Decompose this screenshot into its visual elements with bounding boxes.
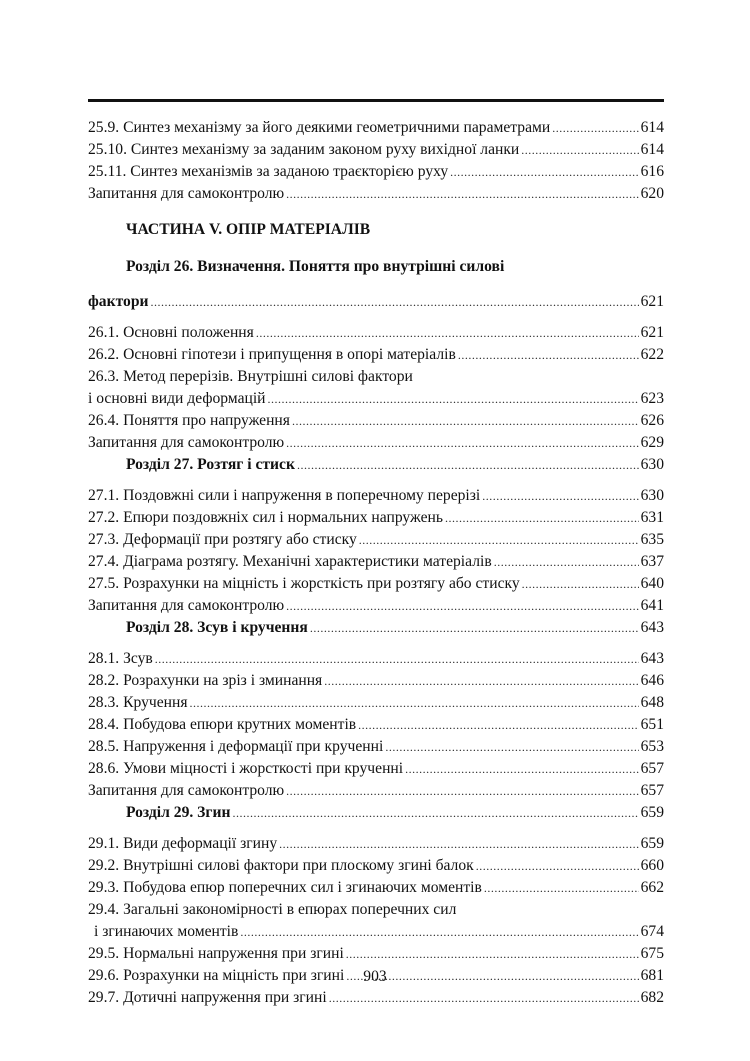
toc-entry-page: 635 (640, 531, 664, 548)
toc-entry-page: 681 (640, 967, 664, 984)
leader-dots (286, 595, 638, 617)
toc-entry[interactable] (88, 855, 664, 877)
toc-entry-title: 28.4. Побудова епюри крутних моментів (88, 716, 357, 733)
toc-entry-page: 643 (640, 650, 664, 667)
section-heading-text: Розділ 29. Згин (126, 804, 231, 821)
leader-dots (292, 410, 639, 432)
toc-entry-title: 28.5. Напруження і деформації при крученні (88, 738, 384, 755)
toc-entry[interactable] (88, 670, 664, 692)
toc-entry[interactable] (88, 507, 664, 529)
toc-entry-title: 25.9. Синтез механізму за його деякими геометричними параметрами (88, 119, 551, 136)
toc-entry[interactable] (88, 595, 664, 617)
leader-dots (405, 758, 639, 780)
toc-entry-title: 29.3. Побудова епюр поперечних сил і згинаючих моментів (88, 879, 482, 896)
section-heading-29[interactable] (88, 802, 664, 824)
toc-entry-page: 674 (640, 923, 664, 940)
leader-dots (190, 692, 639, 714)
toc-entry-title: 28.1. Зсув (88, 650, 153, 667)
toc-entry[interactable] (88, 921, 664, 943)
toc-entry-title: 29.1. Види деформації згину (88, 835, 278, 852)
section-page: 643 (640, 619, 664, 636)
leader-dots (358, 714, 638, 736)
section-heading-text: Розділ 28. Зсув і кручення (126, 619, 308, 636)
leader-dots (286, 780, 638, 802)
toc-entry[interactable] (88, 117, 664, 139)
toc-entry[interactable] (88, 987, 664, 1009)
toc-entry[interactable] (88, 736, 664, 758)
leader-dots (286, 183, 638, 205)
leader-dots (329, 987, 639, 1009)
leader-dots (484, 877, 639, 899)
leader-dots (256, 322, 639, 344)
leader-dots (482, 485, 638, 507)
toc-entry-page: 675 (640, 945, 664, 962)
leader-dots (385, 736, 638, 758)
toc-entry[interactable] (88, 758, 664, 780)
leader-dots (155, 648, 639, 670)
toc-entry-page: 651 (640, 716, 664, 733)
toc-entry-page: 630 (640, 487, 664, 504)
toc-entry[interactable] (88, 648, 664, 670)
toc-entry-page: 621 (640, 324, 664, 341)
toc-entry-page: 631 (640, 509, 664, 526)
section-page: 621 (640, 293, 664, 310)
toc-entry[interactable] (88, 183, 664, 205)
toc-entry[interactable] (88, 432, 664, 454)
toc-entry-page: 662 (640, 879, 664, 896)
leader-dots (552, 117, 638, 139)
toc-entry-page: 653 (640, 738, 664, 755)
toc-entry[interactable] (88, 161, 664, 183)
leader-dots (324, 670, 638, 692)
toc-entry-title: 27.1. Поздовжні сили і напруження в поперечному перерізі (88, 487, 481, 504)
toc-entry-title: Запитання для самоконтролю (88, 434, 285, 451)
section-heading-27[interactable] (88, 454, 664, 476)
section-page: 630 (640, 456, 664, 473)
toc-entry-title: 27.4. Діаграма розтягу. Механічні характеристики матеріалів (88, 553, 492, 570)
leader-dots (458, 344, 639, 366)
page-number: 903 (363, 968, 387, 985)
leader-dots (445, 507, 639, 529)
toc-entry[interactable] (88, 344, 664, 366)
toc-entry-page: 648 (640, 694, 664, 711)
toc-entry-title: Запитання для самоконтролю (88, 782, 285, 799)
toc-entry[interactable] (88, 322, 664, 344)
leader-dots (522, 573, 639, 595)
toc-entry[interactable] (88, 692, 664, 714)
toc-entry-page: 637 (640, 553, 664, 570)
toc-entry-page: 646 (640, 672, 664, 689)
toc-entry[interactable] (88, 943, 664, 965)
toc-entry-page: 657 (640, 760, 664, 777)
section-heading-26-line2[interactable] (88, 291, 664, 313)
toc-entry-page: 614 (640, 141, 664, 158)
leader-dots (240, 921, 638, 943)
part-heading: ЧАСТИНА V. ОПІР МАТЕРІАЛІВ (126, 221, 371, 238)
leader-dots (450, 161, 638, 183)
leader-dots (494, 551, 639, 573)
toc-entry-page: 614 (640, 119, 664, 136)
toc-entry-title: 25.10. Синтез механізму за заданим законом руху вихідної ланки (88, 141, 520, 158)
toc-entry-title: 29.5. Нормальні напруження при згині (88, 945, 344, 962)
toc-entry-page: 640 (640, 575, 664, 592)
toc-entry-page: 682 (640, 989, 664, 1006)
toc-entry[interactable] (88, 139, 664, 161)
toc-entry-page: 620 (640, 185, 664, 202)
toc-entry-title: 28.6. Умови міцності і жорсткості при крученні (88, 760, 404, 777)
toc-entry-page: 657 (640, 782, 664, 799)
toc-entry[interactable] (88, 714, 664, 736)
toc-entry-title-line1[interactable]: 29.4. Загальні закономірності в епюрах поперечних сил (88, 901, 457, 918)
toc-entry-title: 26.4. Поняття про напруження (88, 412, 290, 429)
section-heading-text: Розділ 27. Розтяг і стиск (126, 456, 295, 473)
toc-entry-title: 28.3. Кручення (88, 694, 188, 711)
toc-entry-title: 28.2. Розрахунки на зріз і зминання (88, 672, 323, 689)
leader-dots (310, 617, 639, 639)
toc-entry-page: 629 (640, 434, 664, 451)
section-heading-text: фактори (88, 293, 149, 310)
leader-dots (476, 855, 639, 877)
leader-dots (297, 454, 639, 476)
toc-entry[interactable] (88, 833, 664, 855)
toc-entry-title: 27.3. Деформації при розтягу або стиску (88, 531, 357, 548)
toc-entry-title: Запитання для самоконтролю (88, 597, 285, 614)
table-of-contents (88, 117, 664, 1009)
toc-entry-page: 622 (640, 346, 664, 363)
toc-entry-page: 660 (640, 857, 664, 874)
leader-dots (279, 833, 638, 855)
section-page: 659 (640, 804, 664, 821)
toc-entry-title: 27.5. Розрахунки на міцність і жорсткість при розтягу або стиску (88, 575, 520, 592)
toc-entry-page: 641 (640, 597, 664, 614)
toc-entry-title: 26.1. Основні положення (88, 324, 254, 341)
toc-entry-title: 25.11. Синтез механізмів за заданою траєкторією руху (88, 163, 449, 180)
toc-entry-title: 29.7. Дотичні напруження при згині (88, 989, 327, 1006)
toc-entry-title-line1[interactable]: 26.3. Метод перерізів. Внутрішні силові фактори (88, 368, 413, 385)
leader-dots (150, 291, 638, 313)
leader-dots (521, 139, 638, 161)
toc-entry[interactable] (88, 551, 664, 573)
toc-entry[interactable] (88, 573, 664, 595)
toc-entry[interactable] (88, 877, 664, 899)
toc-entry[interactable] (88, 388, 664, 410)
toc-entry-page: 623 (640, 390, 664, 407)
section-heading-28[interactable] (88, 617, 664, 639)
leader-dots (359, 529, 639, 551)
toc-entry[interactable] (88, 780, 664, 802)
toc-entry-title: 29.2. Внутрішні силові фактори при плоскому згині балок (88, 857, 474, 874)
toc-entry[interactable] (88, 410, 664, 432)
leader-dots (286, 432, 638, 454)
toc-entry-page: 659 (640, 835, 664, 852)
toc-entry[interactable] (88, 485, 664, 507)
section-heading-26: Розділ 26. Визначення. Поняття про внутрішні силові (126, 258, 505, 275)
header-rule (88, 99, 664, 102)
leader-dots (268, 388, 639, 410)
toc-entry-title: 26.2. Основні гіпотези і припущення в опорі матеріалів (88, 346, 456, 363)
toc-entry-title: і основні види деформацій (88, 390, 266, 407)
toc-entry-title: 29.6. Розрахунки на міцність при згині (88, 967, 345, 984)
leader-dots (232, 802, 638, 824)
toc-entry-title: 27.2. Епюри поздовжніх сил і нормальних напружень (88, 509, 443, 526)
leader-dots (346, 943, 639, 965)
toc-entry-page: 616 (640, 163, 664, 180)
toc-entry[interactable] (88, 529, 664, 551)
toc-entry-title: і згинаючих моментів (94, 923, 239, 940)
toc-entry-title: Запитання для самоконтролю (88, 185, 285, 202)
toc-entry-page: 626 (640, 412, 664, 429)
